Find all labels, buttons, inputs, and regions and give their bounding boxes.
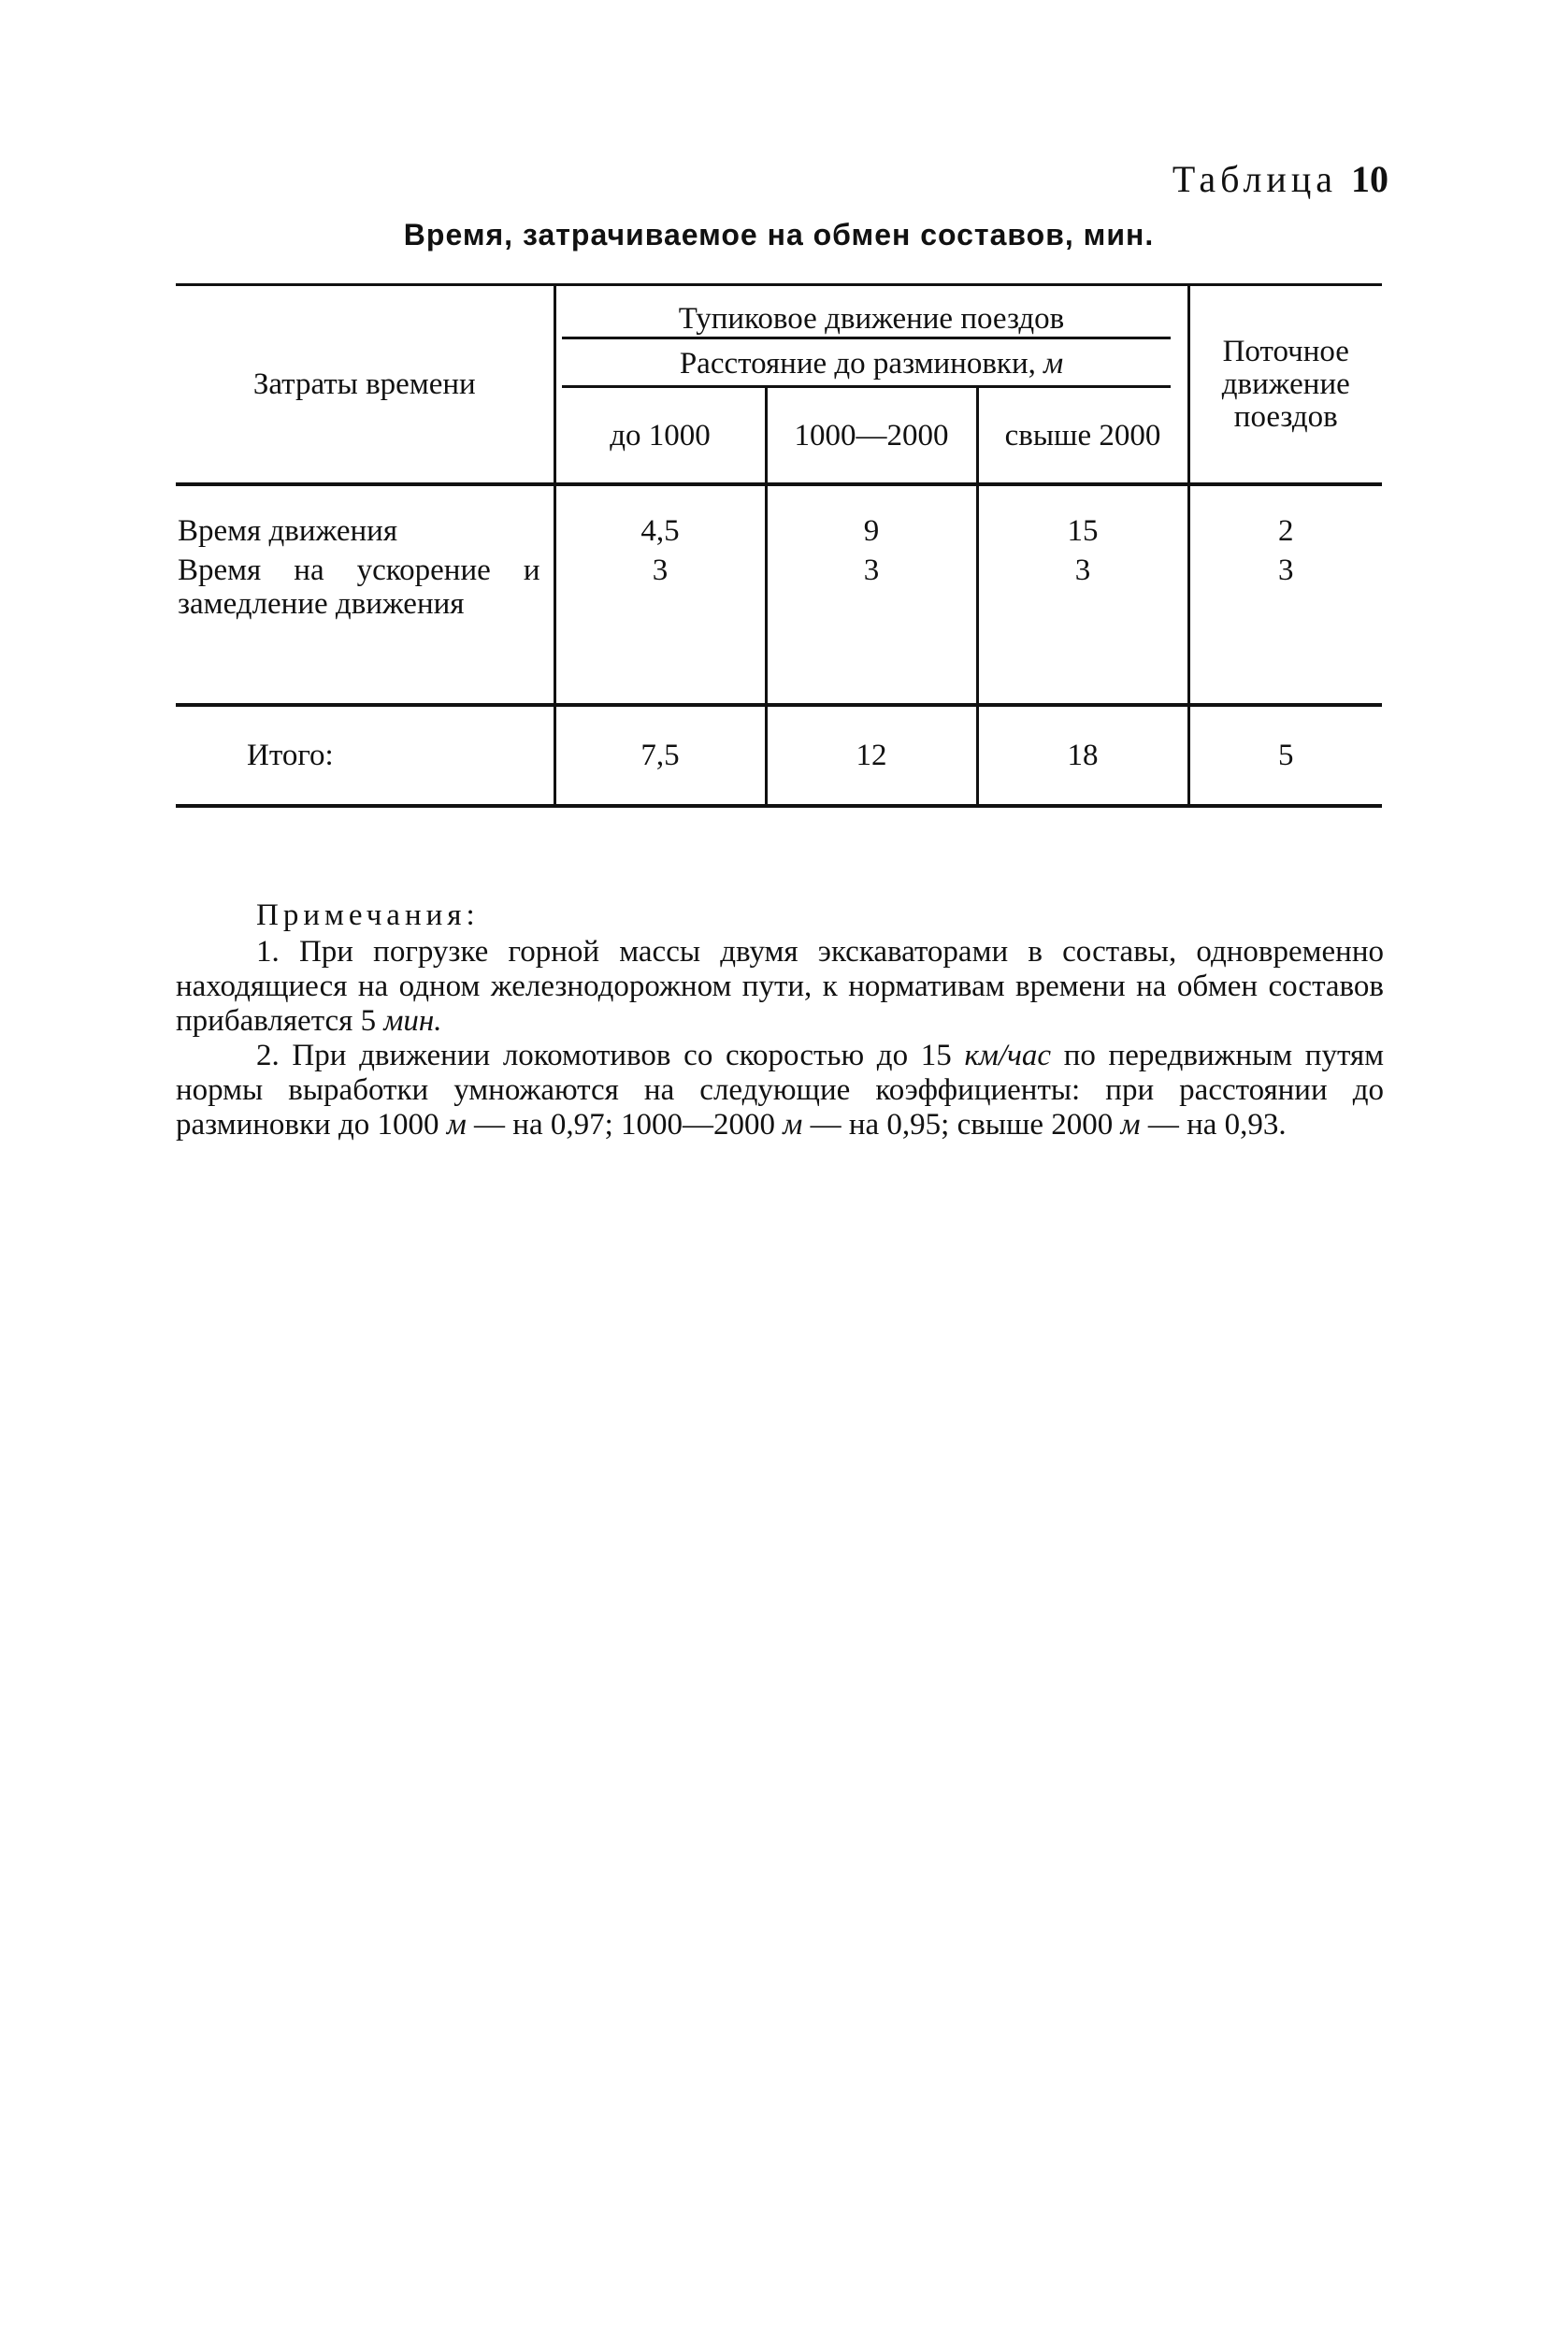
note-1-unit: мин. — [383, 1004, 442, 1038]
header-dead-end-group: Тупиковое движение поездов — [554, 285, 1188, 340]
note-2-part: 2. При движении локомотивов со скоростью до 15 — [256, 1039, 952, 1072]
total-cell: 18 — [977, 705, 1188, 806]
total-cell: 7,5 — [554, 705, 766, 806]
header-distance-label: Расстояние до разминовки, — [679, 347, 1036, 381]
table-cell: 9 — [766, 484, 977, 553]
table-cell: 3 — [554, 553, 766, 705]
total-cell: 12 — [766, 705, 977, 806]
table-cell: 2 — [1188, 484, 1382, 553]
table-cell: 4,5 — [554, 484, 766, 553]
total-row — [176, 705, 1382, 806]
table-label — [1172, 157, 1388, 201]
note-2-speed-unit: км/час — [964, 1039, 1052, 1072]
note-2-unit: м — [446, 1108, 467, 1142]
table-title: Время, затрачиваемое на обмен составов, мин. — [403, 218, 1155, 251]
header-cost: Затраты времени — [252, 367, 476, 401]
notes-heading: Примечания: — [256, 898, 480, 932]
note-1 — [176, 935, 1384, 1039]
table-cell: 3 — [1188, 553, 1382, 705]
total-cell: 5 — [1188, 705, 1382, 806]
header-sub-col: до 1000 — [554, 388, 766, 484]
note-2-unit: м — [1120, 1108, 1141, 1142]
table-label-word: Таблица — [1172, 158, 1337, 200]
header-sub-col: свыше 2000 — [977, 388, 1188, 484]
table-row — [176, 484, 1382, 553]
note-2-part: — на 0,97; 1000—2000 — [474, 1108, 776, 1142]
time-table — [176, 283, 1382, 808]
header-sub-col: 1000—2000 — [766, 388, 977, 484]
row-label: Время движения — [178, 514, 398, 548]
note-2-part: — на 0,93. — [1147, 1108, 1287, 1142]
notes-section — [176, 898, 1384, 1142]
table-cell: 3 — [766, 553, 977, 705]
header-distance-group — [554, 339, 1188, 388]
note-2 — [176, 1039, 1384, 1142]
row-label: Время на ускорение и замедление движения — [178, 553, 540, 621]
total-label: Итого: — [176, 705, 554, 806]
header-distance-unit: м — [1043, 347, 1064, 381]
table-cell: 15 — [977, 484, 1188, 553]
table-cell: 3 — [977, 553, 1188, 705]
note-2-unit: м — [783, 1108, 803, 1142]
header-flow: Поточное движение поездов — [1188, 285, 1382, 485]
table-row — [176, 553, 1382, 705]
note-1-text: 1. При погрузке горной массы двумя экскаваторами в составы, одновременно находящиеся на одном железнодорожном пути, к нормативам времени на обмен составов прибавляется 5 — [176, 935, 1384, 1038]
table-number: 10 — [1351, 158, 1388, 200]
note-2-part: — на 0,95; свыше 2000 — [810, 1108, 1114, 1142]
note-2-part: по передвижным путям нормы выработки умножаются на следующие коэффициенты: при расстоянии до разминовки до 1000 — [176, 1039, 1385, 1142]
